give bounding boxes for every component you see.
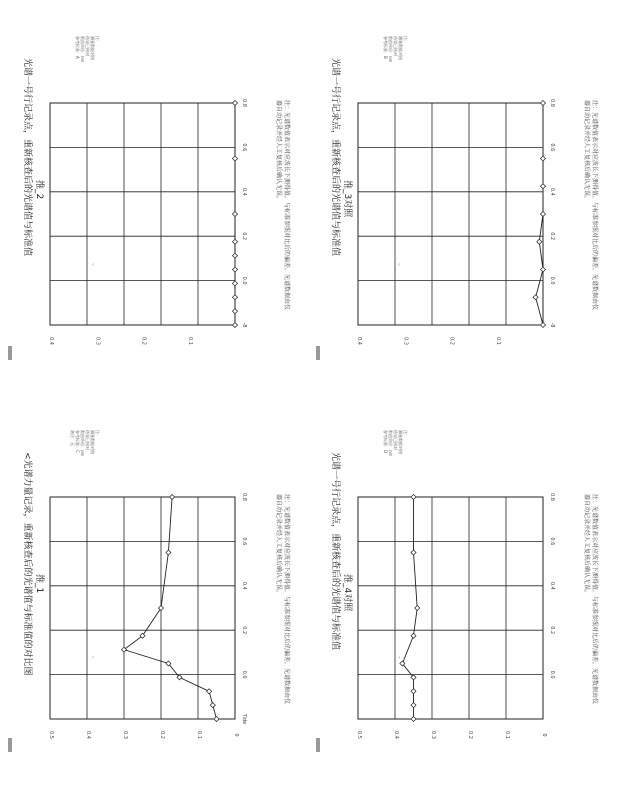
side-note: 注： 测量数据对照 结果已核对 数值单位：nm 参考标准：A [75,36,100,63]
data-point-marker [540,211,545,216]
value-tick-label: 0.3 [402,337,409,345]
data-point-marker [540,267,545,272]
value-tick-label: 0.4 [393,731,399,739]
chart-panel-top-right [308,0,608,392]
chart-footnote: 注：光谱数值表示对应波长下测得值，与标准参照对比后的偏差，光谱数据由仪器自动记录并经人工复核后确认无误。 [275,494,290,705]
value-tick-label: 0.1 [494,337,501,345]
value-tick-label: 0.2 [448,337,455,345]
chart-subtitle: 推_4对照 [342,574,352,612]
data-point-marker [232,239,237,244]
category-tick-label: 0.8 [241,99,247,107]
data-point-marker [540,156,545,161]
category-tick-label: 0.8 [241,493,247,501]
corner-mark-top-right: ‹ [398,262,400,268]
category-tick-label: 0.4 [549,187,555,196]
series-line [124,497,217,719]
category-tick-label: 0.0 [241,670,247,679]
chart-panel-top-left [0,0,300,392]
category-tick-label: 0.6 [549,143,555,152]
category-tick-label: 0.2 [549,232,555,241]
chart-panel-bottom-right [308,394,608,786]
data-point-marker [232,322,237,327]
category-tick-label: 0.2 [241,626,247,635]
corner-mark-top-left: ‹ [92,262,94,268]
data-point-marker [207,689,212,694]
data-point-marker [232,295,237,300]
data-point-marker [411,494,416,499]
chart-title: 光谱一号行记录点，重新核查后的光谱值与标准值 [22,58,32,257]
side-note: 注： 测量数据对照 结果已核对 数值单位：nm 参考标准：D [383,430,408,457]
plot-frame [50,103,235,325]
chart-panel-bottom-left [0,394,300,786]
category-tick-label: 0.4 [241,187,247,196]
data-point-marker [170,494,175,499]
data-point-marker [537,239,542,244]
side-note: 注： 测量数据对照 结果已核对 数值单位：nm 参考标准：B [383,36,408,63]
category-tick-label: Tide [241,713,247,725]
corner-mark-bottom-right: ‹ [398,655,400,661]
plot-frame [358,103,543,325]
data-point-marker [411,716,416,721]
data-point-marker [210,703,215,708]
value-tick-label: 0.4 [48,337,54,345]
value-tick-label: 0.4 [356,337,362,345]
value-tick-label: 0.1 [504,731,510,739]
value-tick-label: 0.1 [186,337,193,345]
data-point-marker [540,100,545,105]
chart-title: 光谱一号行记录点，重新核查后的光谱值与标准值 [330,452,340,651]
value-tick-label: 0.2 [467,731,473,739]
chart-subtitle: 推_3对照 [342,180,352,218]
value-tick-label: 0.3 [430,731,436,739]
value-tick-label: 0.3 [122,731,128,739]
category-tick-label: 0.4 [549,581,555,590]
value-tick-label: 0.2 [140,337,147,345]
chart-subtitle: 推_1 [34,574,44,594]
chart-svg [0,394,300,786]
plot-frame [358,497,543,719]
data-point-marker [232,211,237,216]
chart-title: <光谱力量记录，重新核查后的光谱值与标准值的对比图 [22,452,32,676]
data-point-marker [232,100,237,105]
value-tick-label: 0.5 [48,731,54,739]
chart-title: 光谱一号行记录点，重新核查后的光谱值与标准值 [330,58,340,257]
chart-subtitle: 推_2 [34,180,44,200]
data-point-marker [411,550,416,555]
chart-svg [0,0,300,392]
category-tick-label: 0.0 [549,670,555,679]
category-tick-label: 0.6 [241,143,247,152]
category-tick-label: 0.0 [549,276,555,285]
data-point-marker [232,156,237,161]
data-point-marker [415,605,420,610]
data-point-marker [411,703,416,708]
chart-footnote: 注：光谱数值表示对应波长下测得值，与标准参照对比后的偏差，光谱数据由仪器自动记录并经人工复核后确认无误。 [583,494,598,705]
value-tick-label: 0.3 [94,337,101,345]
category-tick-label: 0.2 [549,626,555,635]
category-tick-label: 0.8 [549,99,555,107]
data-point-marker [214,716,219,721]
data-point-marker [158,605,163,610]
value-tick-label: 0.4 [85,731,91,739]
category-tick-label: 0.6 [549,537,555,546]
data-point-marker [232,253,237,258]
category-tick-label: 0.8 [549,493,555,501]
corner-mark-bottom-left: ‹ [92,655,94,661]
data-point-marker [232,281,237,286]
chart-svg [308,0,608,392]
category-tick-label: 0.6 [241,537,247,546]
data-point-marker [411,633,416,638]
value-tick-label: 0.1 [196,731,202,739]
data-point-marker [540,322,545,327]
chart-footnote: 注：光谱数值表示对应波长下测得值，与标准参照对比后的偏差，光谱数据由仪器自动记录并经人工复核后确认无误。 [275,100,290,311]
data-point-marker [540,184,545,189]
category-tick-label: -8 [549,322,555,328]
value-tick-label: 0.2 [159,731,165,739]
category-tick-label: 0.0 [241,276,247,285]
plot-frame [50,497,235,719]
data-point-marker [411,689,416,694]
category-tick-label: -8 [241,322,247,328]
value-tick-label: 0.5 [356,731,362,739]
value-tick-label: 0 [541,733,547,737]
data-point-marker [232,267,237,272]
data-point-marker [533,295,538,300]
value-tick-label: 0 [233,733,239,737]
category-tick-label: 0.2 [241,232,247,241]
side-note: 注： 测量数据对照 结果已核对 数值单位：nm 参考标准：C 备注：无 [70,430,100,457]
chart-svg [308,394,608,786]
data-point-marker [166,550,171,555]
category-tick-label: 0.4 [241,581,247,590]
chart-footnote: 注：光谱数值表示对应波长下测得值，与标准参照对比后的偏差，光谱数据由仪器自动记录并经人工复核后确认无误。 [583,100,598,311]
data-point-marker [232,309,237,314]
